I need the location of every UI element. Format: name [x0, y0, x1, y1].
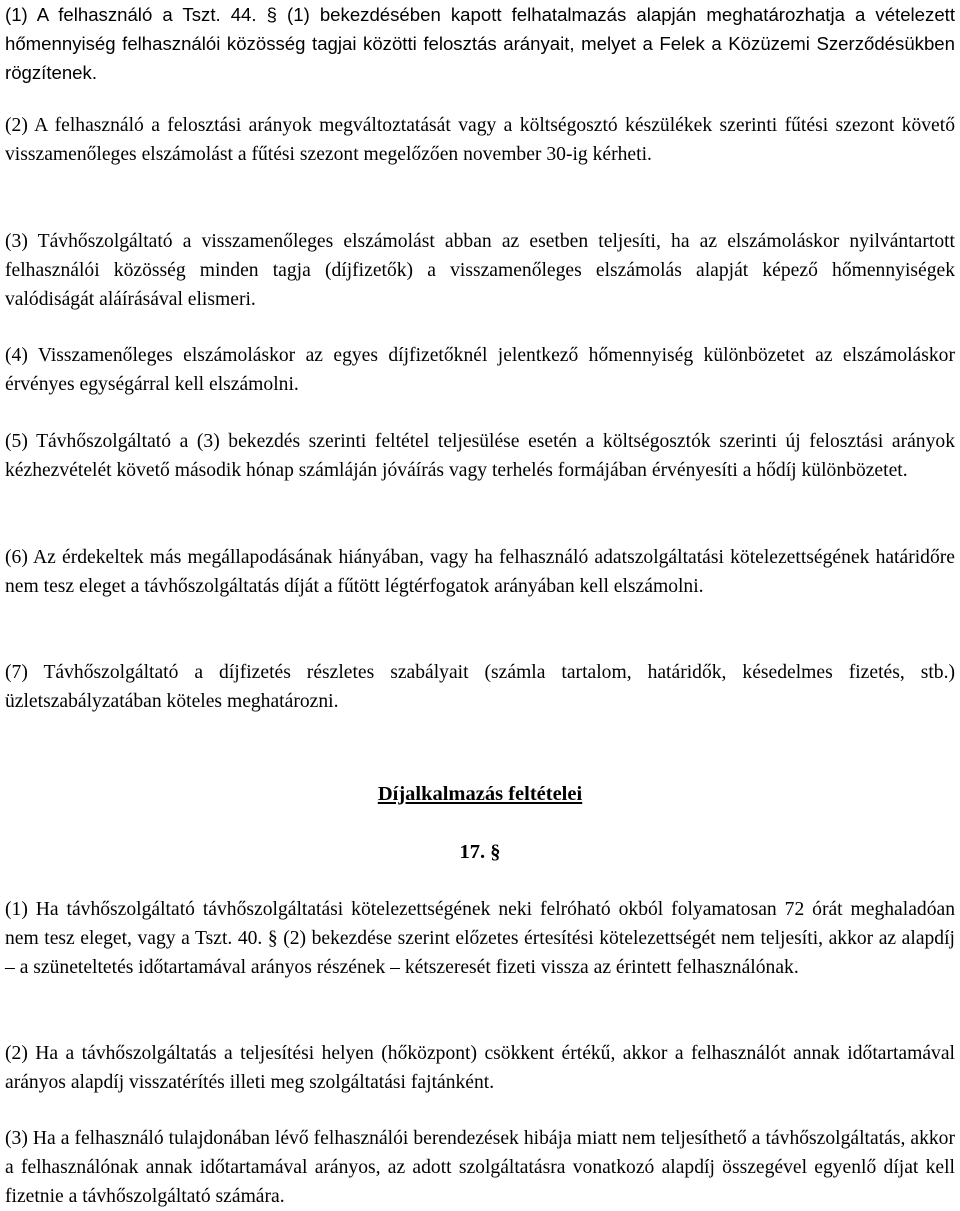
paragraph-1: (1) A felhasználó a Tszt. 44. § (1) bekezdésében kapott felhatalmazás alapján meghatározhatja a vételezett hőmennyiség felhasználói közösség tagjai közötti felosztás arányait, melyet a Felek a Közüzemi Szerződésükben rögzítenek.	[5, 4, 955, 83]
paragraph-3: (3) Távhőszolgáltató a visszamenőleges elszámolást abban az esetben teljesíti, ha az elszámoláskor nyilvántartott felhasználói közösség minden tagja (díjfizetők) a visszamenőleges elszámolás alapját képező hőmennyiségek valódiságát aláírásával elismeri.	[5, 231, 955, 310]
paragraph-17-1: (1) Ha távhőszolgáltató távhőszolgáltatási kötelezettségének neki felróható okból folyamatosan 72 órát meghaladóan nem tesz eleget, vagy a Tszt. 40. § (2) bekezdése szerint előzetes értesítési kötelezettségét nem teljesíti, akkor az alapdíj – a szüneteltetés időtartamával arányos részének – kétszeresét fizeti vissza az érintett felhasználónak.	[5, 899, 955, 978]
section-number: 17. §	[459, 841, 501, 863]
paragraph-6: (6) Az érdekeltek más megállapodásának hiányában, vagy ha felhasználó adatszolgáltatási kötelezettségének határidőre nem tesz eleget a távhőszolgáltatás díját a fűtött légtérfogatok arányában kell elszámolni.	[5, 547, 955, 597]
paragraph-7: (7) Távhőszolgáltató a díjfizetés részletes szabályait (számla tartalom, határidők, késedelmes fizetés, stb.) üzletszabályzatában köteles meghatározni.	[5, 662, 955, 712]
paragraph-2: (2) A felhasználó a felosztási arányok megváltoztatását vagy a költségosztó készülékek szerinti fűtési szezont követő visszamenőleges elszámolást a fűtési szezont megelőzően november 30-ig kérheti.	[5, 115, 955, 165]
section-title: Díjalkalmazás feltételei	[377, 783, 583, 805]
paragraph-17-2: (2) Ha a távhőszolgáltatás a teljesítési helyen (hőközpont) csökkent értékű, akkor a felhasználót annak időtartamával arányos alapdíj visszatérítés illeti meg szolgáltatási fajtánként.	[5, 1043, 955, 1093]
paragraph-4: (4) Visszamenőleges elszámoláskor az egyes díjfizetőknél jelentkező hőmennyiség különbözetet az elszámoláskor érvényes egységárral kell elszámolni.	[5, 345, 955, 395]
paragraph-17-3: (3) Ha a felhasználó tulajdonában lévő felhasználói berendezések hibája miatt nem teljesíthető a távhőszolgáltatás, akkor a felhasználónak annak időtartamával arányos, az adott szolgáltatásra vonatkozó alapdíj összegével egyenlő díjat kell fizetnie a távhőszolgáltató számára.	[5, 1128, 955, 1207]
paragraph-5: (5) Távhőszolgáltató a (3) bekezdés szerinti feltétel teljesülése esetén a költségosztók szerinti új felosztási arányok kézhezvételét követő második hónap számláján jóváírás vagy terhelés formájában érvényesíti a hődíj különbözetet.	[5, 431, 955, 481]
